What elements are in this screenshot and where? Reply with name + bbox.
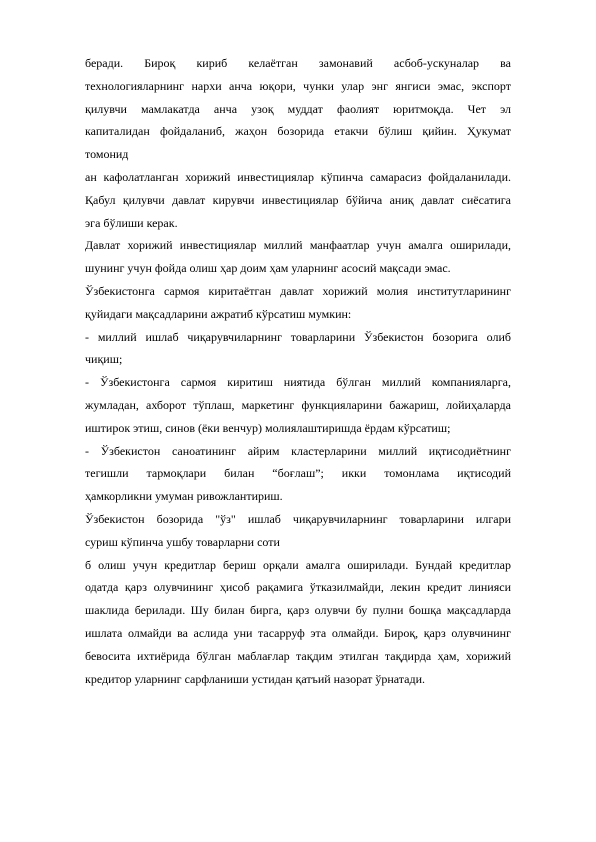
text-line-6: ан кафолатланган хорижий инвестициялар кўпинча самарасиз фойдаланилади. xyxy=(85,169,511,184)
text-line-20: ҳамкорликни умуман ривожлантириш. xyxy=(85,489,283,504)
text-line-13: - миллий ишлаб чиқарувчиларнинг товарларини Ўзбекистон бозорига олиб xyxy=(85,329,511,344)
text-line-25: шаклида берилади. Шу билан бирга, қарз олувчи бу пулни бошқа мақсадларда xyxy=(85,603,511,618)
text-line-12: қуйидаги мақсадларини ажратиб кўрсатиш мумкин: xyxy=(85,306,352,321)
text-line-15: - Ўзбекистонга сармоя киритиш ниятида бўлган миллий компанияларга, xyxy=(85,375,511,390)
text-line-28: кредитор уларнинг сарфланиши устидан қатъий назорат ўрнатади. xyxy=(85,671,426,686)
text-line-7: Қабул қилувчи давлат кирувчи инвестициялар бўйича аниқ давлат сиёсатига xyxy=(85,192,511,207)
text-line-8: эга бўлиши керак. xyxy=(85,215,178,230)
text-line-14: чиқиш; xyxy=(85,352,123,367)
text-line-1: беради. Бироқ кириб келаётган замонавий асбоб-ускуналар ва xyxy=(85,56,511,70)
text-line-5: томонид xyxy=(85,147,129,162)
text-line-21: Ўзбекистон бозорида "ўз" ишлаб чиқарувчиларнинг товарларини илгари xyxy=(85,511,511,526)
document-page xyxy=(85,52,511,690)
text-line-4: капиталидан фойдаланиб, жаҳон бозорида етакчи бўлиш қийин. Ҳукумат xyxy=(85,124,511,139)
text-line-24: одатда қарз олувчининг ҳисоб рақамига ўтказилмайди, лекин кредит линияси xyxy=(85,580,511,595)
text-line-27: бевосита ихтиёрида бўлган маблағлар тақдим этилган тақдирда ҳам, хорижий xyxy=(85,648,511,663)
text-line-10: шунинг учун фойда олиш ҳар доим ҳам уларнинг асосий мақсади эмас. xyxy=(85,261,451,276)
text-line-2: технологияларнинг нархи анча юқори, чунки улар энг янгиси эмас, экспорт xyxy=(85,78,511,93)
text-line-23: б олиш учун кредитлар бериш орқали амалга оширилади. Бундай кредитлар xyxy=(85,557,511,572)
text-line-17: иштирок этиш, синов (ёки венчур) молиялаштиришда ёрдам кўрсатиш; xyxy=(85,420,451,435)
text-line-9: Давлат хорижий инвестициялар миллий манфаатлар учун амалга оширилади, xyxy=(85,238,511,253)
text-line-19: тегишли тармоқлари билан “боғлаш”; икки томонлама иқтисодий xyxy=(85,466,511,481)
text-line-22: суриш кўпинча ушбу товарларни соти xyxy=(85,534,280,549)
text-line-11: Ўзбекистонга сармоя киритаётган давлат хорижий молия институтларининг xyxy=(85,283,511,298)
text-line-18: - Ўзбекистон саноатининг айрим кластерларини миллий иқтисодиётнинг xyxy=(85,443,511,458)
text-line-26: ишлата олмайди ва аслида уни тасарруф эта олмайди. Бироқ, қарз олувчининг xyxy=(85,625,511,640)
text-line-3: қилувчи мамлакатда анча узоқ муддат фаолият юритмоқда. Чет эл xyxy=(85,101,511,116)
text-line-16: жумладан, ахборот тўплаш, маркетинг функцияларини бажариш, лойиҳаларда xyxy=(85,397,511,412)
